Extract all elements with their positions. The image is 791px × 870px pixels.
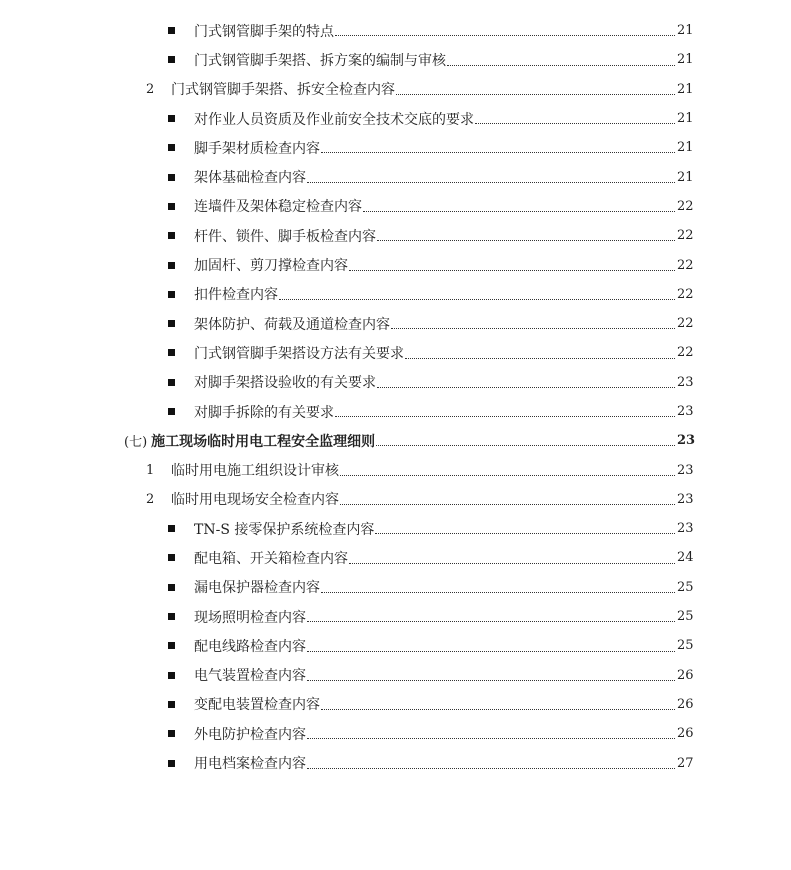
- dot-leader: [321, 709, 675, 710]
- toc-page-number: 22: [677, 228, 694, 244]
- toc-entry-title: 变配电装置检查内容: [194, 697, 320, 714]
- toc-entry[interactable]: [0, 690, 791, 719]
- toc-entry[interactable]: [0, 631, 791, 660]
- toc-page-number: 27: [677, 755, 694, 771]
- toc-entry[interactable]: [0, 104, 791, 133]
- toc-page-number: 23: [677, 521, 694, 537]
- toc-entry[interactable]: [0, 45, 791, 74]
- toc-entry-number: 1: [146, 462, 155, 478]
- toc-entry-title: TN-S 接零保护系统检查内容: [194, 521, 375, 538]
- toc-page-number: 25: [677, 638, 694, 654]
- toc-entry-number: 2: [146, 491, 155, 507]
- toc-entry-lead: [168, 636, 306, 656]
- toc-entry-title: 门式钢管脚手架搭、拆安全检查内容: [171, 82, 395, 99]
- toc-entry-lead: [168, 226, 376, 246]
- toc-entry-title: 临时用电施工组织设计审核: [171, 463, 339, 480]
- bullet-square-icon: [168, 408, 175, 415]
- toc-page-number: 21: [677, 169, 694, 185]
- dot-leader: [447, 65, 675, 66]
- toc-page-number: 22: [677, 345, 694, 361]
- toc-entry[interactable]: [0, 455, 791, 484]
- toc-entry-title: 脚手架材质检查内容: [194, 140, 320, 157]
- bullet-square-icon: [168, 672, 175, 679]
- bullet-square-icon: [168, 584, 175, 591]
- toc-entry-title: 配电箱、开关箱检查内容: [194, 550, 348, 567]
- toc-entry-lead: [168, 109, 474, 129]
- toc-entry[interactable]: [0, 221, 791, 250]
- dot-leader: [307, 680, 675, 681]
- toc-entry[interactable]: [0, 485, 791, 514]
- toc-entry-lead: [168, 694, 320, 714]
- bullet-square-icon: [168, 291, 175, 298]
- toc-entry-title: 漏电保护器检查内容: [194, 580, 320, 597]
- toc-entry-lead: [168, 167, 306, 187]
- toc-entry[interactable]: [0, 280, 791, 309]
- dot-leader: [321, 592, 675, 593]
- toc-entry[interactable]: [0, 719, 791, 748]
- toc-entry-title: 连墙件及架体稳定检查内容: [194, 199, 362, 216]
- toc-page-number: 21: [677, 140, 694, 156]
- dot-leader: [335, 35, 675, 36]
- bullet-square-icon: [168, 203, 175, 210]
- dot-leader: [340, 475, 675, 476]
- bullet-square-icon: [168, 613, 175, 620]
- bullet-square-icon: [168, 56, 175, 63]
- toc-entry-title: 加固杆、剪刀撑检查内容: [194, 258, 348, 275]
- bullet-square-icon: [168, 115, 175, 122]
- dot-leader: [307, 738, 675, 739]
- toc-page-number: 21: [677, 23, 694, 39]
- toc-entry[interactable]: [0, 514, 791, 543]
- toc-entry[interactable]: [0, 748, 791, 777]
- toc-entry-title: 外电防护检查内容: [194, 726, 306, 743]
- toc-page-number: 22: [677, 198, 694, 214]
- dot-leader: [475, 123, 675, 124]
- bullet-square-icon: [168, 642, 175, 649]
- dot-leader: [377, 240, 675, 241]
- toc-entry-title: 临时用电现场安全检查内容: [171, 492, 339, 509]
- dot-leader: [391, 328, 675, 329]
- bullet-square-icon: [168, 554, 175, 561]
- toc-entry-lead: [168, 50, 446, 70]
- toc-page-number: 23: [677, 374, 694, 390]
- toc-page-number: 22: [677, 286, 694, 302]
- toc-entry-lead: [168, 548, 348, 568]
- bullet-square-icon: [168, 174, 175, 181]
- toc-entry-title: 电气装置检查内容: [194, 668, 306, 685]
- toc-entry[interactable]: [0, 661, 791, 690]
- toc-page-number: 26: [677, 667, 694, 683]
- toc-entry[interactable]: [0, 192, 791, 221]
- toc-entry-number: (七): [124, 435, 148, 451]
- bullet-square-icon: [168, 144, 175, 151]
- toc-entry-lead: [124, 431, 375, 451]
- dot-leader: [396, 94, 675, 95]
- toc-entry-lead: [146, 489, 339, 509]
- toc-entry-title: 扣件检查内容: [194, 287, 278, 304]
- toc-page-number: 22: [677, 316, 694, 332]
- toc-entry[interactable]: [0, 543, 791, 572]
- toc-entry[interactable]: [0, 338, 791, 367]
- dot-leader: [307, 651, 675, 652]
- toc-entry-title: 架体基础检查内容: [194, 170, 306, 187]
- toc-page-number: 26: [677, 696, 694, 712]
- toc-entry-title: 杆件、锁件、脚手板检查内容: [194, 228, 376, 245]
- toc-entry[interactable]: [0, 368, 791, 397]
- toc-entry-lead: [168, 196, 362, 216]
- toc-entry[interactable]: [0, 250, 791, 279]
- toc-page-number: 25: [677, 609, 694, 625]
- bullet-square-icon: [168, 262, 175, 269]
- toc-page-number: 24: [677, 550, 694, 566]
- toc-entry-title: 现场照明检查内容: [194, 609, 306, 626]
- toc-entry[interactable]: [0, 426, 791, 455]
- toc-entry-title: 施工现场临时用电工程安全监理细则: [151, 433, 376, 450]
- toc-entry-title: 用电档案检查内容: [194, 756, 306, 773]
- toc-entry-lead: [168, 577, 320, 597]
- toc-page-number: 21: [677, 111, 694, 127]
- toc-entry[interactable]: [0, 309, 791, 338]
- toc-entry-title: 门式钢管脚手架搭、拆方案的编制与审核: [194, 52, 446, 69]
- toc-entry-lead: [168, 138, 320, 158]
- toc-entry-lead: [168, 284, 278, 304]
- toc-entry[interactable]: [0, 573, 791, 602]
- bullet-square-icon: [168, 525, 175, 532]
- dot-leader: [376, 445, 675, 446]
- toc-entry-lead: [146, 79, 395, 99]
- bullet-square-icon: [168, 701, 175, 708]
- toc-page-number: 23: [677, 462, 694, 478]
- dot-leader: [363, 211, 675, 212]
- dot-leader: [375, 533, 675, 534]
- toc-entry-title: 门式钢管脚手架的特点: [194, 23, 334, 40]
- toc-entry[interactable]: [0, 602, 791, 631]
- dot-leader: [377, 387, 675, 388]
- toc-page-number: 21: [677, 52, 694, 68]
- toc-entry-title: 对作业人员资质及作业前安全技术交底的要求: [194, 111, 474, 128]
- toc-entry-lead: [168, 519, 374, 539]
- table-of-contents: [0, 16, 791, 778]
- toc-entry-title: 门式钢管脚手架搭设方法有关要求: [194, 345, 404, 362]
- toc-page-number: 21: [677, 81, 694, 97]
- toc-entry-title: 对脚手架搭设验收的有关要求: [194, 375, 376, 392]
- toc-entry-title: 配电线路检查内容: [194, 638, 306, 655]
- dot-leader: [405, 358, 675, 359]
- bullet-square-icon: [168, 232, 175, 239]
- bullet-square-icon: [168, 349, 175, 356]
- dot-leader: [349, 270, 675, 271]
- toc-page-number: 23: [677, 491, 694, 507]
- dot-leader: [279, 299, 675, 300]
- toc-entry-lead: [168, 255, 348, 275]
- dot-leader: [307, 182, 675, 183]
- toc-entry-lead: [168, 665, 306, 685]
- toc-entry-lead: [146, 460, 339, 480]
- toc-entry-lead: [168, 314, 390, 334]
- bullet-square-icon: [168, 320, 175, 327]
- bullet-square-icon: [168, 27, 175, 34]
- toc-entry-lead: [168, 402, 334, 422]
- toc-entry-lead: [168, 343, 404, 363]
- toc-entry-lead: [168, 372, 376, 392]
- toc-page-number: 26: [677, 726, 694, 742]
- toc-page-number: 22: [677, 257, 694, 273]
- toc-entry-lead: [168, 21, 334, 41]
- toc-entry-lead: [168, 753, 306, 773]
- toc-entry[interactable]: [0, 162, 791, 191]
- dot-leader: [335, 416, 675, 417]
- toc-entry-title: 架体防护、荷载及通道检查内容: [194, 316, 390, 333]
- bullet-square-icon: [168, 730, 175, 737]
- toc-page-number: 23: [677, 433, 696, 449]
- toc-entry-lead: [168, 607, 306, 627]
- toc-entry-lead: [168, 724, 306, 744]
- dot-leader: [340, 504, 675, 505]
- bullet-square-icon: [168, 760, 175, 767]
- dot-leader: [321, 152, 675, 153]
- toc-entry-title: 对脚手拆除的有关要求: [194, 404, 334, 421]
- dot-leader: [349, 563, 675, 564]
- toc-entry[interactable]: [0, 75, 791, 104]
- bullet-square-icon: [168, 379, 175, 386]
- dot-leader: [307, 621, 675, 622]
- toc-page-number: 23: [677, 404, 694, 419]
- toc-entry[interactable]: [0, 133, 791, 162]
- toc-entry[interactable]: [0, 16, 791, 45]
- dot-leader: [307, 768, 675, 769]
- toc-page-number: 25: [677, 579, 694, 595]
- toc-entry[interactable]: [0, 397, 791, 426]
- toc-entry-number: 2: [146, 81, 155, 97]
